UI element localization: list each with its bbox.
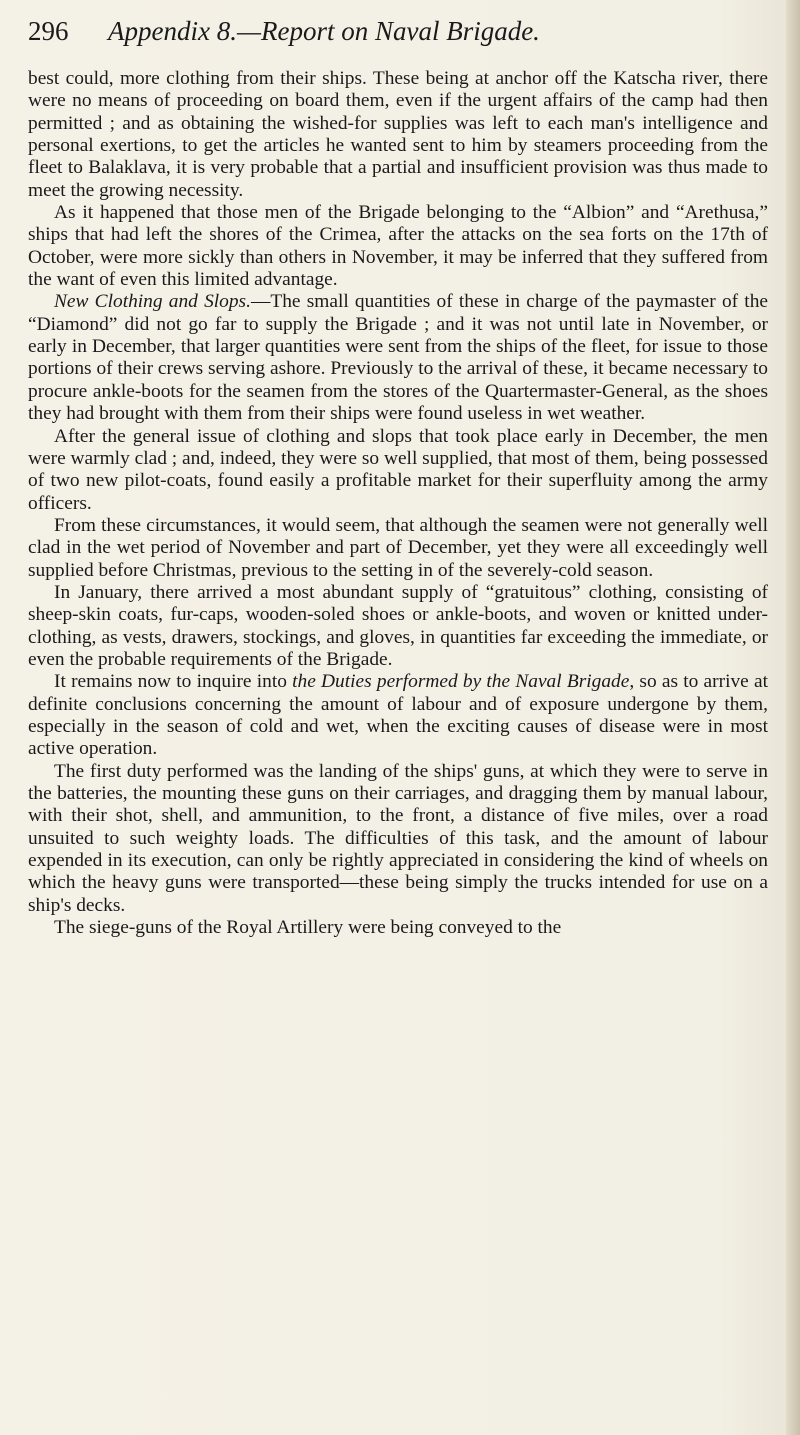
page-edge (786, 0, 800, 1435)
paragraph (28, 671, 768, 760)
body-text (28, 68, 768, 939)
paragraph (28, 917, 768, 939)
paragraph-prefix: It remains now to inquire into (54, 671, 293, 693)
section-lead: New Clothing and Slops. (54, 291, 251, 313)
paragraph (28, 291, 768, 425)
paragraph-text: As it happened that those men of the Brigade belonging to the “Albion” and “Arethusa,” ships that had left the shores of the Crimea, after the attacks on the sea forts on the 17th of October, were more sickly than others in November, it may be inferred that they suffered from the want of even this limited advantage. (28, 202, 768, 291)
page-number: 296 (28, 16, 69, 46)
paragraph-text: In January, there arrived a most abundant supply of “gratuitous” clothing, consisting of sheep-skin coats, fur-caps, wooden-soled shoes or ankle-boots, and woven or knitted under-clothing, as vests, drawers, stockings, and gloves, in quantities far exceeding the immediate, or even the probable requirements of the Brigade. (28, 581, 768, 670)
paragraph (28, 426, 768, 515)
paragraph (28, 761, 768, 917)
section-lead: the Duties performed by the Naval Brigade (292, 671, 630, 693)
paragraph-text: The siege-guns of the Royal Artillery were being conveyed to the (54, 917, 562, 939)
paragraph-text: best could, more clothing from their ships. These being at anchor off the Katscha river, there were no means of proceeding on board them, even if the urgent affairs of the camp had then permitted ; and as obtaining the wished-for supplies was left to each man's intelligence and personal exertions, to get the articles he wanted sent to him by steamers proceeding from the fleet to Balaklava, it is very probable that a partial and insufficient provision was thus made to meet the growing necessity. (28, 68, 768, 201)
paragraph (28, 582, 768, 671)
paragraph-text: , so as to arrive at definite conclusions concerning the amount of labour and of exposure undergone by them, especially in the season of cold and wet, when the exciting causes of disease were in most active operation. (28, 671, 768, 760)
running-header (28, 16, 760, 52)
paragraph-text: The first duty performed was the landing of the ships' guns, at which they were to serve in the batteries, the mounting these guns on their carriages, and dragging them by manual labour, with their shot, shell, and ammunition, to the front, a distance of five miles, over a road unsuited to such weighty loads. The difficulties of this task, and the amount of labour expended in its execution, can only be rightly appreciated in considering the kind of wheels on which the heavy guns were transported—these being simply the trucks intended for use on a ship's decks. (28, 760, 768, 916)
paragraph-text: From these circumstances, it would seem, that although the seamen were not generally well clad in the wet period of November and part of December, yet they were all exceedingly well supplied before Christmas, previous to the setting in of the severely-cold season. (28, 514, 768, 581)
paragraph (28, 68, 768, 202)
paragraph-text: After the general issue of clothing and slops that took place early in December, the men were warmly clad ; and, indeed, they were so well supplied, that most of them, being possessed of two new pilot-coats, found easily a profitable market for their superfluity among the army officers. (28, 425, 768, 514)
paragraph (28, 515, 768, 582)
paragraph (28, 202, 768, 291)
paragraph-text: —The small quantities of these in charge of the paymaster of the “Diamond” did not go far to supply the Brigade ; and it was not until late in November, or early in December, that larger quantities were sent from the ships of the fleet, for issue to those portions of their crews serving ashore. Previously to the arrival of these, it became necessary to procure ankle-boots for the seamen from the stores of the Quartermaster-General, as the shoes they had brought with them from their ships were found useless in wet weather. (28, 291, 768, 425)
running-title: Appendix 8.—Report on Naval Brigade. (108, 16, 540, 46)
